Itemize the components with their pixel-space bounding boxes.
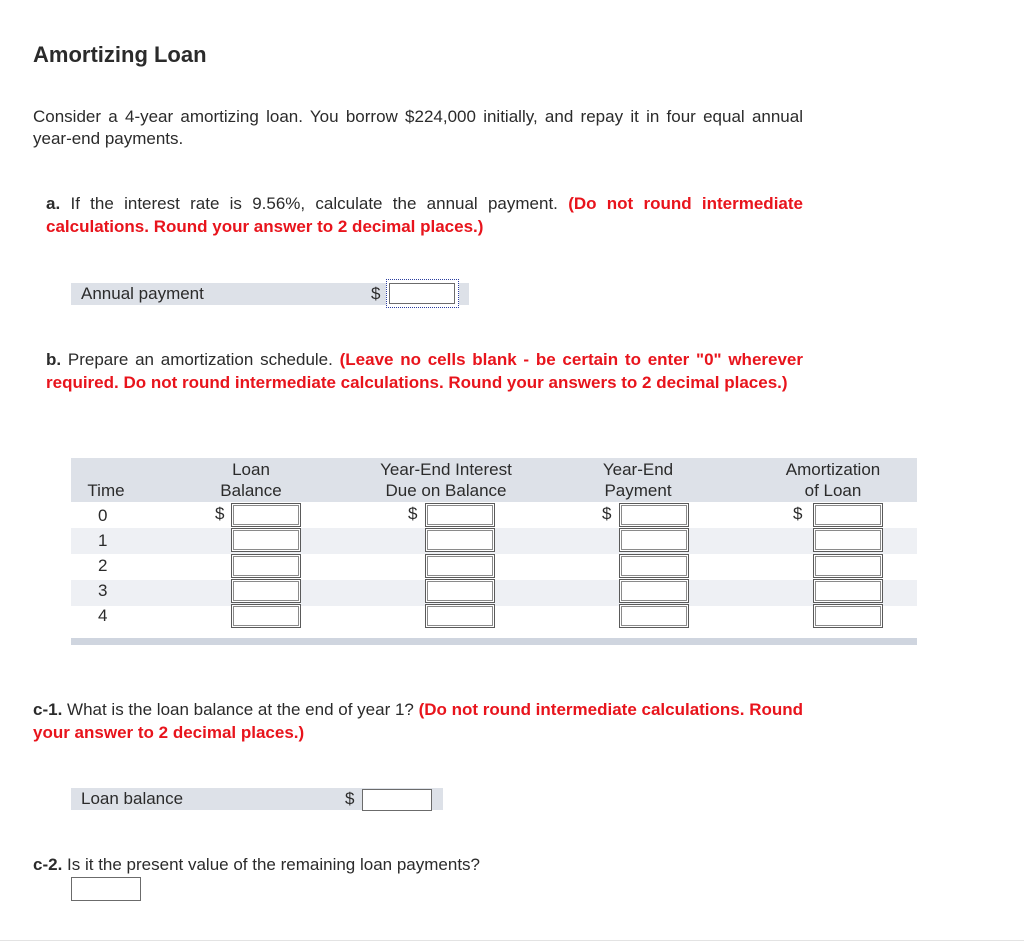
interest-input-1[interactable] [425,528,495,552]
loan-balance-input-2[interactable] [231,554,301,578]
col-header-time: Time [87,481,125,500]
payment-input-4[interactable] [619,604,689,628]
col-header-payment: Year-End Payment [602,460,674,500]
payment-input-1[interactable] [619,528,689,552]
payment-input-3[interactable] [619,579,689,603]
loan-balance-currency: $ [345,789,355,808]
time-3: 3 [98,581,108,600]
annual-payment-label: Annual payment [71,283,361,305]
currency-amortization: $ [793,504,803,523]
payment-input-2[interactable] [619,554,689,578]
amortization-input-3[interactable] [813,579,883,603]
question-b-instruction: (Leave no cells blank - be certain to enter "0" wherever required. Do not round intermediate calculations. Round your answers to 2 decimal places.) [46,350,803,392]
page-title: Amortizing Loan [33,42,207,67]
table-bottom-bar [71,638,917,645]
question-b-label: b. [46,350,62,369]
time-0: 0 [98,506,108,525]
question-c1 [33,698,803,744]
loan-balance-input-4[interactable] [231,604,301,628]
loan-balance-input-1[interactable] [231,528,301,552]
time-4: 4 [98,606,108,625]
question-c2 [33,853,480,876]
amortization-table [71,458,917,648]
time-2: 2 [98,556,108,575]
loan-balance-input-0[interactable] [231,503,301,527]
payment-input-0[interactable] [619,503,689,527]
annual-payment-currency: $ [371,284,381,303]
loan-balance-label: Loan balance [71,788,341,810]
interest-input-0[interactable] [425,503,495,527]
amortization-input-2[interactable] [813,554,883,578]
col-header-loan-balance: Loan Balance [220,460,282,500]
interest-input-3[interactable] [425,579,495,603]
currency-payment: $ [602,504,612,523]
loan-balance-input-3[interactable] [231,579,301,603]
question-a [46,192,803,238]
bottom-divider [0,940,1024,941]
amortization-input-4[interactable] [813,604,883,628]
question-a-text: If the interest rate is 9.56%, calculate the annual payment. [70,194,558,213]
question-b-text: Prepare an amortization schedule. [67,350,333,369]
currency-loan-balance: $ [215,504,225,523]
question-c1-label: c-1. [33,700,63,719]
loan-balance-input[interactable] [362,789,432,811]
annual-payment-field-bg [361,283,469,305]
interest-input-4[interactable] [425,604,495,628]
question-c1-text: What is the loan balance at the end of year 1? [67,700,414,719]
present-value-answer-select[interactable] [71,877,141,901]
question-b [46,348,803,394]
currency-interest: $ [408,504,418,523]
question-a-instruction: (Do not round intermediate calculations. Round your answer to 2 decimal places.) [46,194,803,236]
amortization-input-0[interactable] [813,503,883,527]
question-c1-instruction: (Do not round intermediate calculations. Round your answer to 2 decimal places.) [33,700,804,742]
question-c2-text: Is it the present value of the remaining loan payments? [67,855,480,874]
intro-text: Consider a 4-year amortizing loan. You borrow $224,000 initially, and repay it in four equal annual year-end payments. [33,107,803,148]
col-header-amortization: Amortization of Loan [785,460,881,500]
question-c2-label: c-2. [33,855,63,874]
question-a-label: a. [46,194,61,213]
interest-input-2[interactable] [425,554,495,578]
amortization-input-1[interactable] [813,528,883,552]
annual-payment-input[interactable] [386,279,459,308]
loan-balance-field-bg [341,788,443,810]
col-header-interest: Year-End Interest Due on Balance [380,460,512,500]
time-1: 1 [98,531,108,550]
